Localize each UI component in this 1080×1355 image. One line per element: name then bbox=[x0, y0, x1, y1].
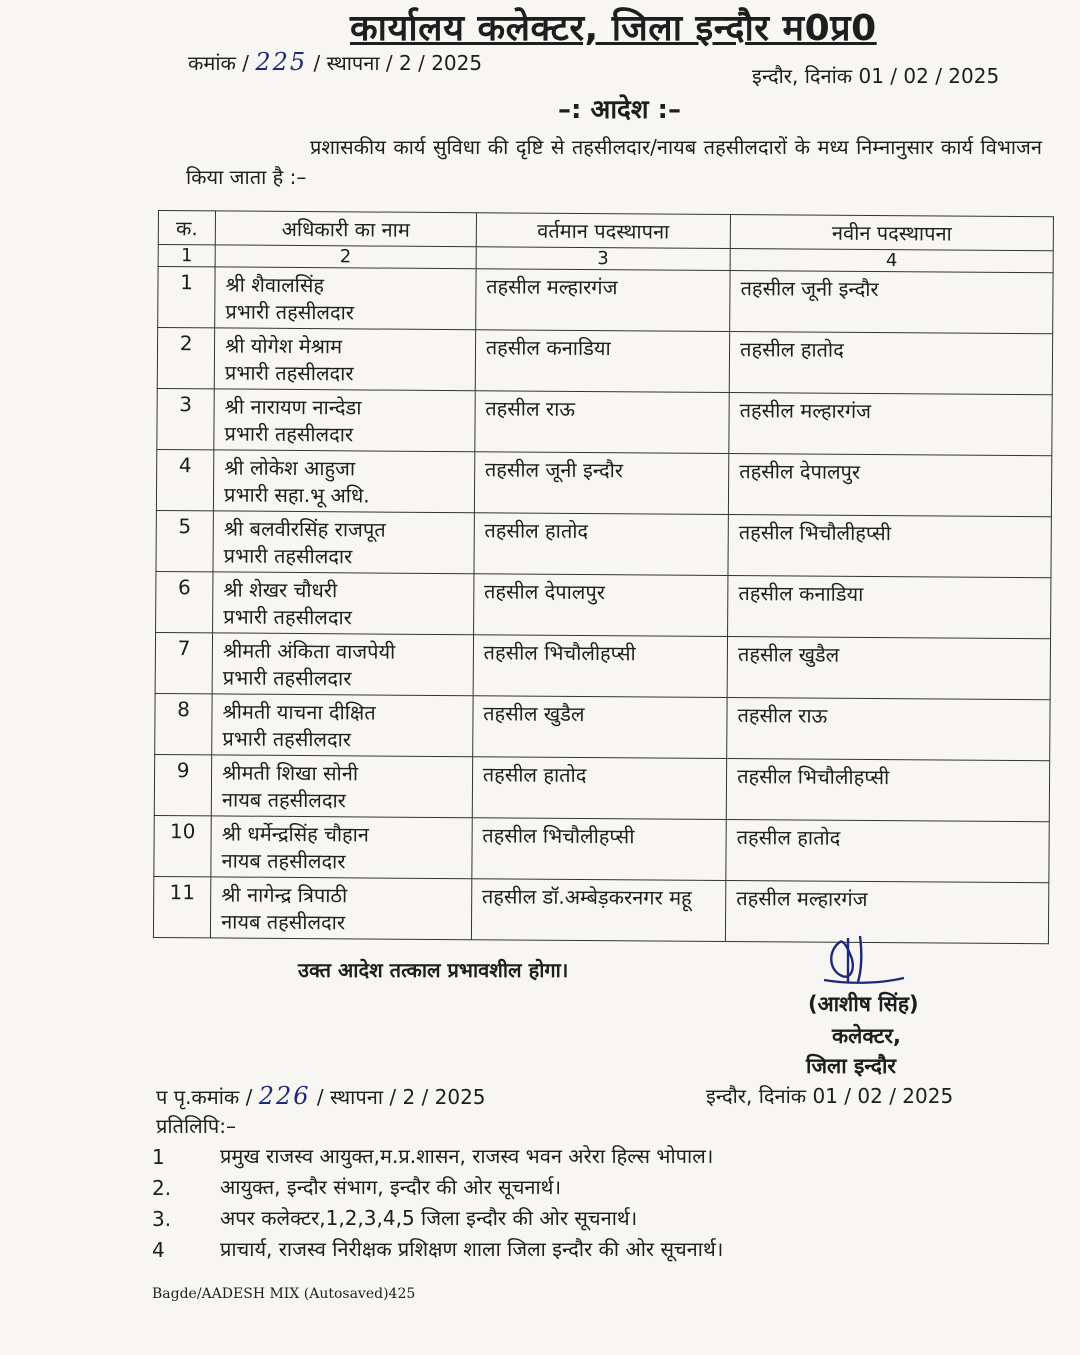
table-row bbox=[153, 876, 1048, 943]
officer-name: श्री लोकेश आहुजा bbox=[224, 455, 356, 481]
officer-cell bbox=[212, 694, 473, 757]
list-item bbox=[152, 1204, 1052, 1235]
new-posting: तहसील हातोद bbox=[726, 819, 1049, 882]
new-posting: तहसील भिचौलीहप्सी bbox=[726, 758, 1049, 821]
officer-designation: प्रभारी सहा.भू अधि. bbox=[224, 482, 370, 508]
transfer-table bbox=[153, 210, 1054, 944]
table-row bbox=[157, 328, 1052, 395]
table-row bbox=[156, 449, 1051, 516]
officer-designation: प्रभारी तहसीलदार bbox=[223, 604, 352, 630]
order-reference-number: 225 bbox=[255, 48, 308, 76]
current-posting: तहसील मल्हारगंज bbox=[475, 269, 730, 332]
order-reference-prefix: कमांक / bbox=[188, 51, 249, 75]
serial-number: 7 bbox=[155, 632, 213, 693]
office-title: कार्यालय कलेक्टर, जिला इन्दौर म0प्र0 bbox=[350, 8, 877, 49]
officer-designation: नायब तहसीलदार bbox=[221, 848, 346, 874]
table-row bbox=[157, 388, 1052, 455]
new-posting: तहसील मल्हारगंज bbox=[729, 392, 1052, 455]
endorsement-date: इन्दौर, दिनांक 01 / 02 / 2025 bbox=[706, 1084, 954, 1108]
officer-name: श्री शैवालसिंह bbox=[225, 272, 325, 298]
order-reference-suffix: / स्थापना / 2 / 2025 bbox=[313, 51, 483, 75]
table-row bbox=[156, 571, 1051, 638]
officer-cell bbox=[211, 755, 472, 818]
officer-name: श्री बलवीरसिंह राजपूत bbox=[223, 516, 386, 542]
order-date: इन्दौर, दिनांक 01 / 02 / 2025 bbox=[752, 64, 1000, 88]
order-reference bbox=[188, 48, 482, 76]
officer-designation: प्रभारी तहसीलदार bbox=[224, 360, 354, 386]
new-posting: तहसील मल्हारगंज bbox=[725, 880, 1048, 943]
serial-number: 4 bbox=[156, 449, 214, 510]
endorsement-reference-suffix: / स्थापना / 2 / 2025 bbox=[316, 1085, 486, 1109]
serial-number: 8 bbox=[155, 693, 213, 754]
officer-cell bbox=[214, 389, 475, 452]
table-row bbox=[155, 632, 1050, 699]
table-row bbox=[156, 510, 1051, 577]
officer-designation: प्रभारी तहसीलदार bbox=[222, 665, 352, 691]
new-posting: तहसील जूनी इन्दौर bbox=[730, 270, 1053, 333]
officer-name: श्री नागेन्द्र त्रिपाठी bbox=[221, 882, 348, 908]
header-current-posting: वर्तमान पदस्थापना bbox=[476, 213, 731, 249]
officer-name: श्री नारायण नान्देडा bbox=[224, 394, 362, 420]
officer-designation: प्रभारी तहसीलदार bbox=[224, 421, 354, 447]
officer-designation: नायब तहसीलदार bbox=[221, 787, 346, 813]
column-number: 4 bbox=[730, 248, 1053, 272]
table-row bbox=[158, 267, 1053, 334]
officer-name: श्री धर्मेन्द्रसिंह चौहान bbox=[221, 821, 370, 847]
new-posting: तहसील हातोद bbox=[729, 331, 1052, 394]
signatory-name: (आशीष सिंह) bbox=[808, 992, 919, 1016]
current-posting: तहसील राऊ bbox=[475, 391, 730, 454]
table-row bbox=[155, 693, 1050, 760]
officer-cell bbox=[213, 572, 474, 635]
header-serial: क. bbox=[158, 211, 215, 245]
new-posting: तहसील कनाडिया bbox=[728, 575, 1051, 638]
officer-cell bbox=[211, 816, 472, 879]
copy-recipient: आयुक्त, इन्दौर संभाग, इन्दौर की ओर सूचनार्थ। bbox=[220, 1175, 562, 1199]
current-posting: तहसील खुडैल bbox=[472, 696, 727, 759]
serial-number: 10 bbox=[154, 815, 212, 876]
file-reference: Bagde/AADESH MIX (Autosaved)425 bbox=[152, 1286, 416, 1302]
officer-designation: नायब तहसीलदार bbox=[221, 909, 346, 935]
serial-number: 9 bbox=[154, 754, 212, 815]
officer-cell bbox=[213, 450, 474, 513]
new-posting: तहसील भिचौलीहप्सी bbox=[728, 514, 1051, 577]
serial-number: 6 bbox=[156, 571, 214, 632]
current-posting: तहसील हातोद bbox=[474, 513, 729, 576]
endorsement-reference bbox=[156, 1082, 486, 1110]
table-row bbox=[154, 815, 1049, 882]
header-new-posting: नवीन पदस्थापना bbox=[730, 214, 1053, 250]
table-row bbox=[154, 754, 1049, 821]
current-posting: तहसील देपालपुर bbox=[473, 574, 728, 637]
current-posting: तहसील कनाडिया bbox=[475, 330, 730, 393]
copy-number: 3. bbox=[152, 1207, 172, 1231]
list-item bbox=[152, 1142, 1052, 1173]
officer-cell bbox=[215, 267, 476, 330]
serial-number: 5 bbox=[156, 510, 214, 571]
column-number: 2 bbox=[215, 245, 476, 269]
serial-number: 3 bbox=[157, 388, 215, 449]
copy-recipient: प्रमुख राजस्व आयुक्त,म.प्र.शासन, राजस्व भवन अरेरा हिल्स भोपाल। bbox=[220, 1144, 714, 1168]
header-officer-name: अधिकारी का नाम bbox=[215, 211, 476, 247]
officer-designation: प्रभारी तहसीलदार bbox=[222, 726, 352, 752]
copy-list bbox=[152, 1142, 1052, 1266]
signatory-designation: कलेक्टर, bbox=[832, 1024, 901, 1048]
officer-cell bbox=[212, 633, 473, 696]
officer-designation: प्रभारी तहसीलदार bbox=[225, 299, 355, 325]
endorsement-reference-number: 226 bbox=[258, 1082, 311, 1110]
current-posting: तहसील जूनी इन्दौर bbox=[474, 452, 729, 515]
copy-number: 1 bbox=[152, 1145, 165, 1169]
endorsement-reference-prefix: प पृ.कमांक / bbox=[156, 1085, 253, 1109]
copy-number: 4 bbox=[152, 1238, 165, 1262]
column-number: 1 bbox=[158, 245, 215, 267]
officer-cell bbox=[213, 511, 474, 574]
officer-cell bbox=[214, 328, 475, 391]
serial-number: 1 bbox=[158, 267, 216, 328]
column-number: 3 bbox=[476, 247, 731, 271]
officer-name: श्रीमती शिखा सोनी bbox=[222, 760, 359, 786]
order-intro: प्रशासकीय कार्य सुविधा की दृष्टि से तहसीलदार/नायब तहसीलदारों के मध्य निम्नानुसार कार्य विभाजन किया जाता है :– bbox=[186, 135, 1042, 189]
copy-number: 2. bbox=[152, 1176, 172, 1200]
new-posting: तहसील राऊ bbox=[727, 697, 1050, 760]
current-posting: तहसील भिचौलीहप्सी bbox=[472, 818, 727, 881]
copy-recipient: अपर कलेक्टर,1,2,3,4,5 जिला इन्दौर की ओर सूचनार्थ। bbox=[220, 1206, 638, 1230]
current-posting: तहसील हातोद bbox=[472, 757, 727, 820]
serial-number: 2 bbox=[157, 328, 215, 389]
officer-name: श्री शेखर चौधरी bbox=[223, 577, 338, 603]
order-heading: –: आदेश :– bbox=[558, 95, 681, 125]
copy-to-label: प्रतिलिपि:– bbox=[156, 1114, 236, 1138]
current-posting: तहसील डॉ.अम्बेड़करनगर महू bbox=[471, 879, 726, 942]
officer-cell bbox=[211, 877, 472, 940]
officer-name: श्रीमती अंकिता वाजपेयी bbox=[222, 638, 396, 664]
list-item bbox=[152, 1173, 1052, 1204]
signatory-district: जिला इन्दौर bbox=[806, 1054, 896, 1078]
effective-note: उक्त आदेश तत्काल प्रभावशील होगा। bbox=[298, 958, 569, 982]
officer-name: श्रीमती याचना दीक्षित bbox=[222, 699, 376, 725]
new-posting: तहसील खुडैल bbox=[727, 636, 1050, 699]
current-posting: तहसील भिचौलीहप्सी bbox=[473, 635, 728, 698]
copy-recipient: प्राचार्य, राजस्व निरीक्षक प्रशिक्षण शाला जिला इन्दौर की ओर सूचनार्थ। bbox=[220, 1237, 724, 1261]
new-posting: तहसील देपालपुर bbox=[728, 453, 1051, 516]
officer-designation: प्रभारी तहसीलदार bbox=[223, 543, 353, 569]
officer-name: श्री योगेश मेश्राम bbox=[225, 333, 343, 359]
list-item bbox=[152, 1235, 1052, 1266]
serial-number: 11 bbox=[153, 876, 211, 937]
